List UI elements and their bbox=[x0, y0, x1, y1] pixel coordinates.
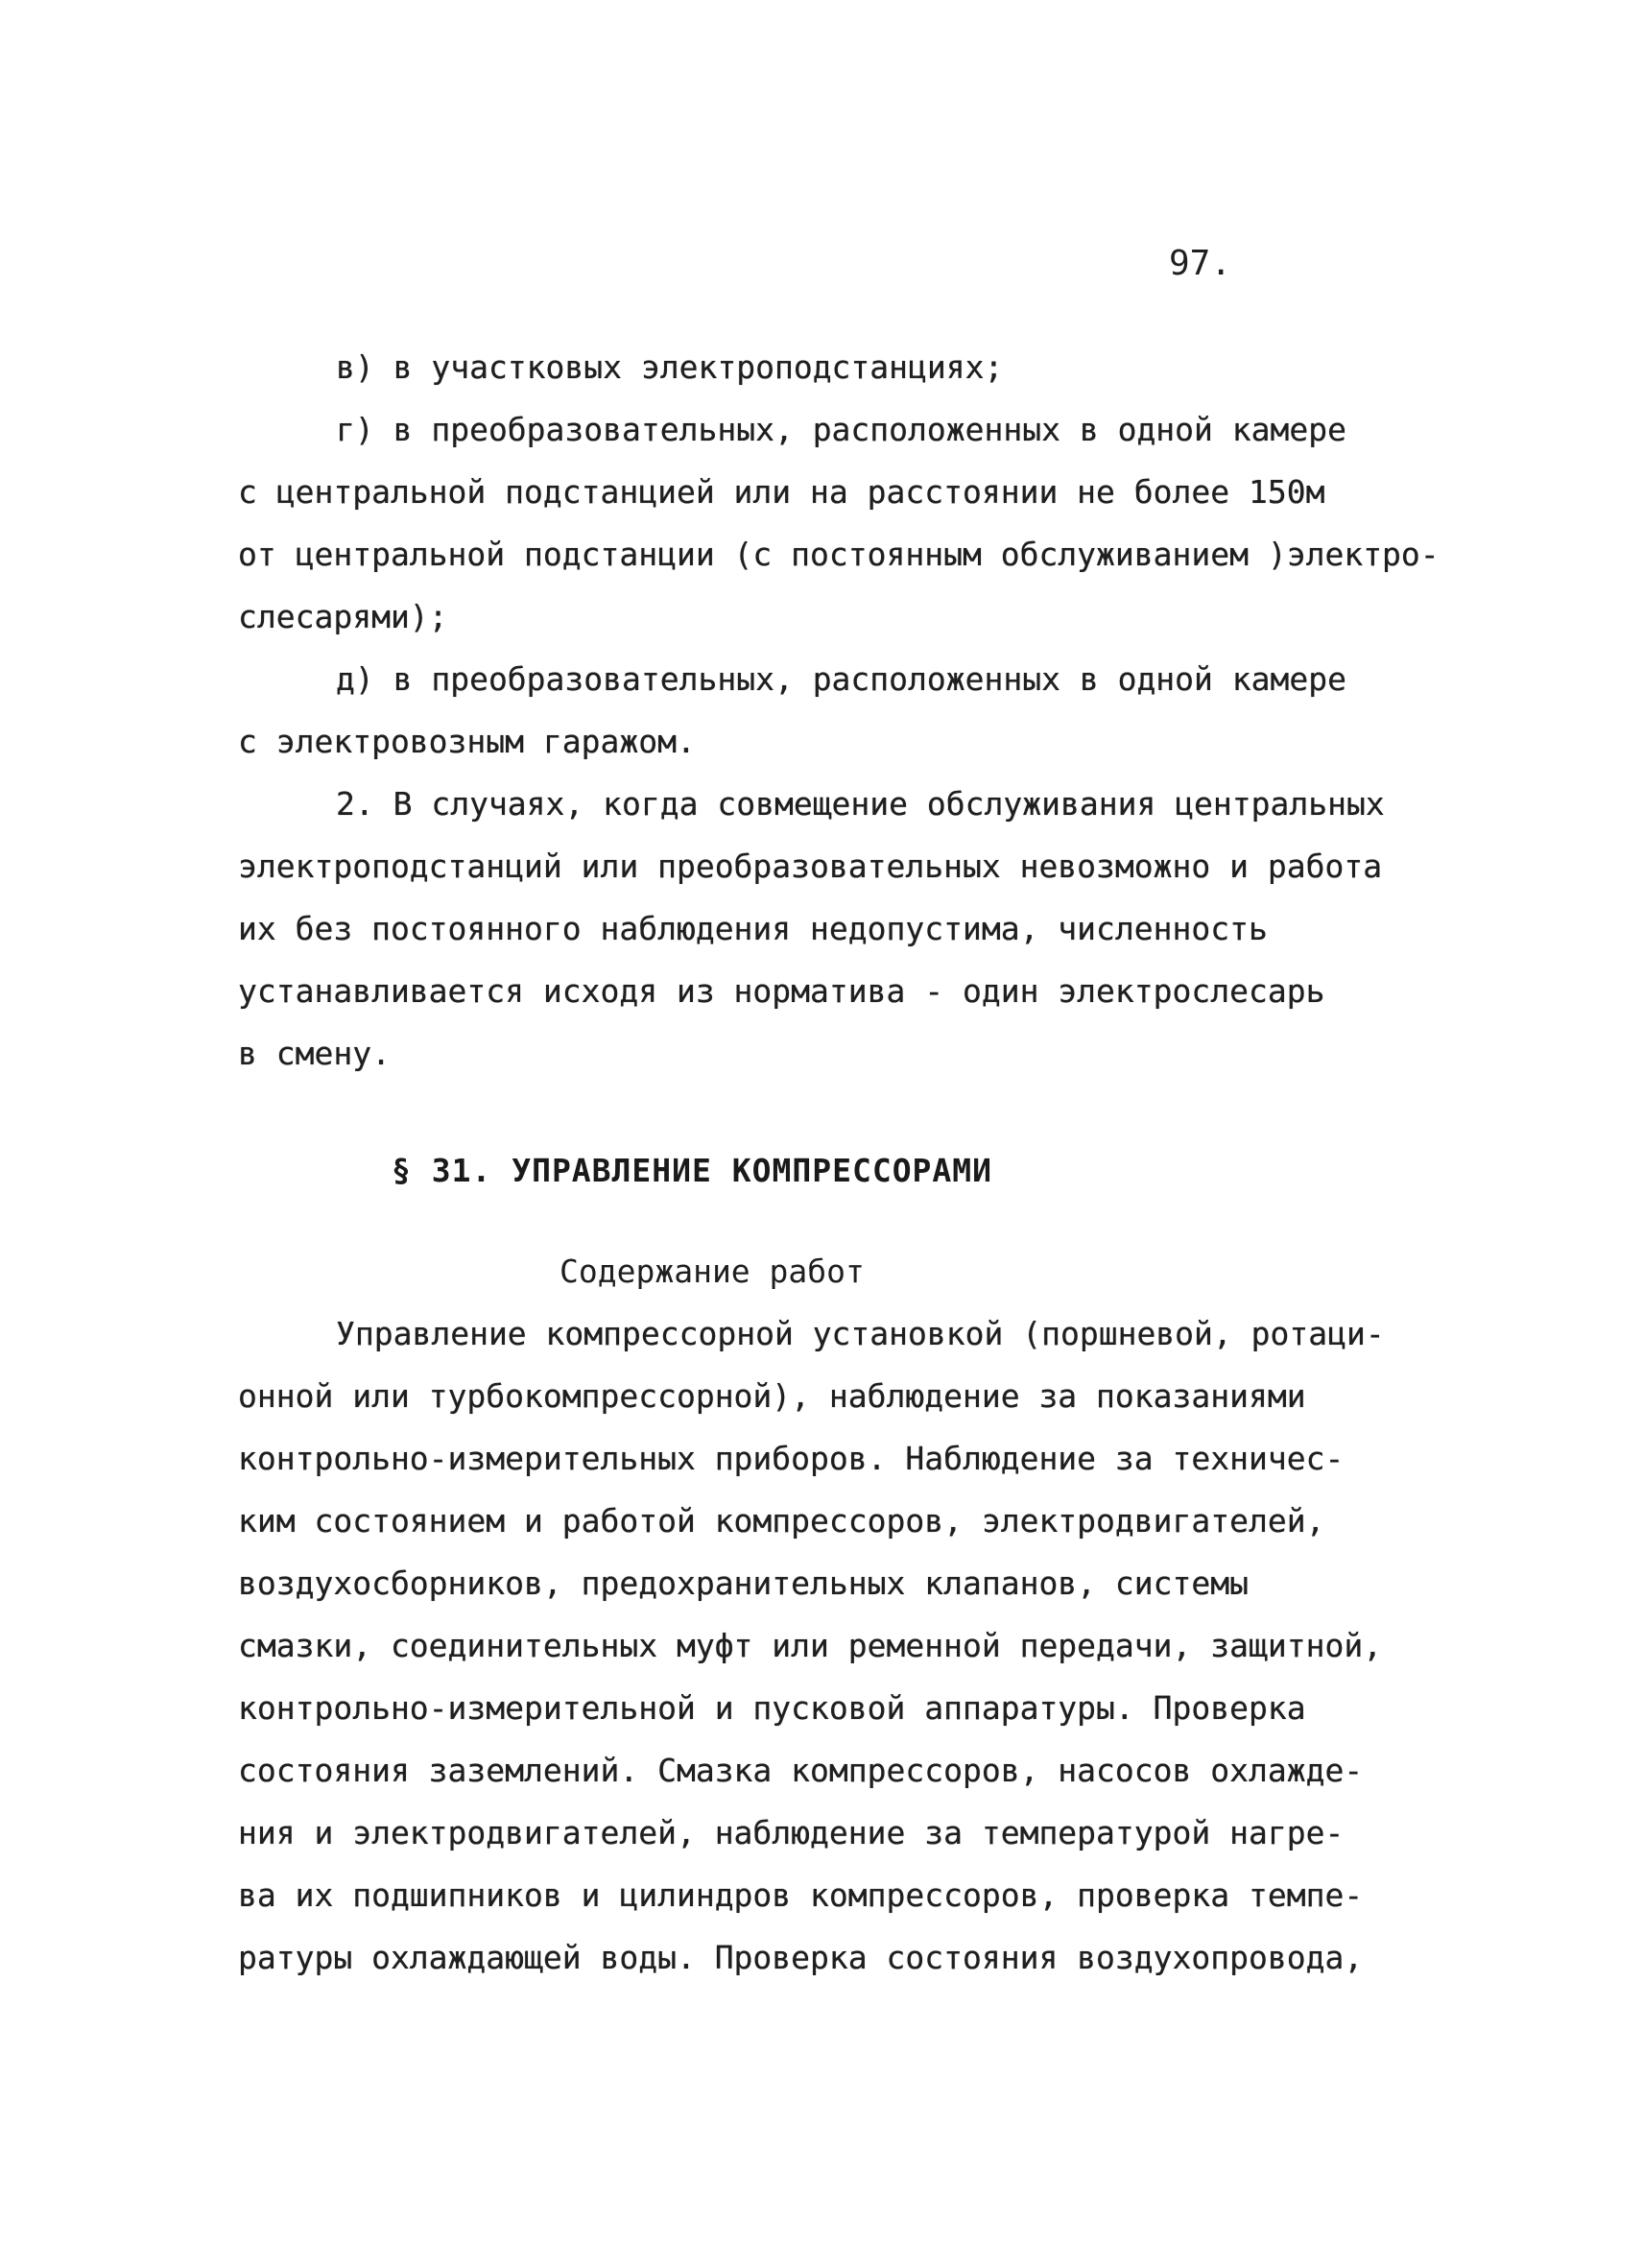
body-line: ния и электродвигателей, наблюдение за температурой нагре- bbox=[238, 1814, 1345, 1851]
body-line: Управление компрессорной установкой (поршневой, ротаци- bbox=[336, 1315, 1385, 1352]
body-line: ким состоянием и работой компрессоров, электродвигателей, bbox=[238, 1502, 1325, 1540]
body-line: состояния заземлений. Смазка компрессоров, насосов охлажде- bbox=[238, 1752, 1364, 1789]
body-line: смазки, соединительных муфт или ременной передачи, защитной, bbox=[238, 1627, 1383, 1664]
body-line: контрольно-измерительных приборов. Наблюдение за техничес- bbox=[238, 1440, 1345, 1477]
paragraph-line: в смену. bbox=[238, 1035, 391, 1072]
list-line: г) в преобразовательных, расположенных в одной камере bbox=[336, 411, 1346, 448]
list-line: в) в участковых электроподстанциях; bbox=[336, 348, 1004, 386]
list-line: от центральной подстанции (с постоянным обслуживанием )электро- bbox=[238, 536, 1440, 573]
page-number: 97. bbox=[1169, 244, 1232, 283]
paragraph-line: 2. В случаях, когда совмещение обслуживания центральных bbox=[336, 785, 1385, 823]
section-heading: § 31. УПРАВЛЕНИЕ КОМПРЕССОРАМИ bbox=[392, 1152, 993, 1189]
section-subheading: Содержание работ bbox=[560, 1253, 865, 1290]
list-line: слесарями); bbox=[238, 598, 448, 635]
list-line: с электровозным гаражом. bbox=[238, 723, 696, 760]
list-line: д) в преобразовательных, расположенных в одной камере bbox=[336, 660, 1346, 698]
body-line: ва их подшипников и цилиндров компрессоров, проверка темпе- bbox=[238, 1876, 1364, 1914]
body-line: ратуры охлаждающей воды. Проверка состояния воздухопровода, bbox=[238, 1939, 1364, 1976]
body-line: контрольно-измерительной и пусковой аппаратуры. Проверка bbox=[238, 1689, 1306, 1727]
body-line: воздухосборников, предохранительных клапанов, системы bbox=[238, 1564, 1249, 1602]
body-line: онной или турбокомпрессорной), наблюдение за показаниями bbox=[238, 1377, 1306, 1415]
paragraph-line: электроподстанций или преобразовательных невозможно и работа bbox=[238, 848, 1383, 885]
list-line: с центральной подстанцией или на расстоянии не более 150м bbox=[238, 473, 1325, 511]
paragraph-line: их без постоянного наблюдения недопустима, численность bbox=[238, 910, 1268, 947]
paragraph-line: устанавливается исходя из норматива - один электрослесарь bbox=[238, 972, 1325, 1010]
